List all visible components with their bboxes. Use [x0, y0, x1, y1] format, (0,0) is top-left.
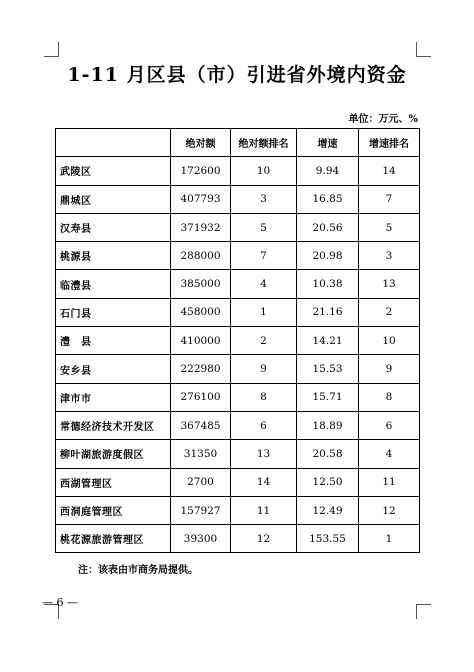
row-growth-cell: 153.55 — [297, 525, 359, 553]
crop-mark-top-left — [44, 42, 59, 57]
row-growth-rank-cell: 5 — [359, 213, 420, 241]
row-amount-cell: 407793 — [171, 185, 231, 213]
row-amount-cell: 367485 — [171, 411, 231, 439]
table-row — [56, 157, 420, 185]
unit-label: 单位：万元、% — [348, 114, 418, 125]
row-growth-rank-cell: 13 — [359, 270, 420, 298]
row-amount-rank-cell: 12 — [231, 525, 297, 553]
crop-mark-bottom-right — [416, 604, 431, 619]
row-amount-cell: 2700 — [171, 468, 231, 496]
row-name-cell: 安乡县 — [56, 355, 171, 383]
row-amount-rank-cell: 6 — [231, 411, 297, 439]
table-row — [56, 242, 420, 270]
row-name-cell: 汉寿县 — [56, 213, 171, 241]
table-row — [56, 327, 420, 355]
row-name-cell: 澧 县 — [56, 327, 171, 355]
header-cell-blank — [56, 129, 171, 157]
header-cell-growth: 增速 — [297, 129, 359, 157]
row-growth-cell: 10.38 — [297, 270, 359, 298]
row-name-cell: 桃花源旅游管理区 — [56, 525, 171, 553]
row-amount-rank-cell: 1 — [231, 298, 297, 326]
row-name-cell: 西湖管理区 — [56, 468, 171, 496]
row-amount-cell: 276100 — [171, 383, 231, 411]
row-growth-cell: 14.21 — [297, 327, 359, 355]
row-growth-cell: 12.49 — [297, 496, 359, 524]
row-growth-rank-cell: 8 — [359, 383, 420, 411]
row-name-cell: 临澧县 — [56, 270, 171, 298]
row-name-cell: 津市市 — [56, 383, 171, 411]
table-row — [56, 270, 420, 298]
row-growth-cell: 12.50 — [297, 468, 359, 496]
table-row — [56, 383, 420, 411]
row-name-cell: 柳叶湖旅游度假区 — [56, 440, 171, 468]
row-growth-cell: 16.85 — [297, 185, 359, 213]
row-amount-rank-cell: 8 — [231, 383, 297, 411]
row-amount-cell: 31350 — [171, 440, 231, 468]
page-number: — 6 — — [42, 596, 78, 609]
row-amount-rank-cell: 2 — [231, 327, 297, 355]
row-amount-rank-cell: 4 — [231, 270, 297, 298]
table-row — [56, 185, 420, 213]
row-growth-cell: 20.98 — [297, 242, 359, 270]
row-growth-cell: 20.56 — [297, 213, 359, 241]
header-cell-amount: 绝对额 — [171, 129, 231, 157]
row-amount-cell: 385000 — [171, 270, 231, 298]
table-row — [56, 213, 420, 241]
row-growth-rank-cell: 14 — [359, 157, 420, 185]
table-note: 注：该表由市商务局提供。 — [78, 565, 198, 576]
row-amount-cell: 410000 — [171, 327, 231, 355]
row-growth-cell: 15.53 — [297, 355, 359, 383]
row-amount-rank-cell: 11 — [231, 496, 297, 524]
row-growth-rank-cell: 4 — [359, 440, 420, 468]
row-growth-cell: 20.58 — [297, 440, 359, 468]
row-amount-rank-cell: 5 — [231, 213, 297, 241]
row-growth-rank-cell: 10 — [359, 327, 420, 355]
row-amount-rank-cell: 13 — [231, 440, 297, 468]
row-growth-rank-cell: 1 — [359, 525, 420, 553]
row-growth-rank-cell: 9 — [359, 355, 420, 383]
row-amount-rank-cell: 14 — [231, 468, 297, 496]
table-row — [56, 411, 420, 439]
crop-mark-top-right — [416, 42, 431, 57]
row-growth-rank-cell: 2 — [359, 298, 420, 326]
row-amount-cell: 288000 — [171, 242, 231, 270]
table-header-row — [56, 129, 420, 157]
row-growth-cell: 15.71 — [297, 383, 359, 411]
table-row — [56, 525, 420, 553]
row-amount-cell: 39300 — [171, 525, 231, 553]
row-growth-cell: 21.16 — [297, 298, 359, 326]
row-amount-cell: 371932 — [171, 213, 231, 241]
table-row — [56, 440, 420, 468]
table-row — [56, 298, 420, 326]
row-amount-cell: 222980 — [171, 355, 231, 383]
table-row — [56, 355, 420, 383]
row-name-cell: 石门县 — [56, 298, 171, 326]
row-growth-rank-cell: 11 — [359, 468, 420, 496]
row-amount-rank-cell: 7 — [231, 242, 297, 270]
row-growth-rank-cell: 12 — [359, 496, 420, 524]
row-growth-rank-cell: 6 — [359, 411, 420, 439]
header-cell-amount-rank: 绝对额排名 — [231, 129, 297, 157]
row-growth-rank-cell: 3 — [359, 242, 420, 270]
table-row — [56, 496, 420, 524]
row-amount-rank-cell: 9 — [231, 355, 297, 383]
row-name-cell: 鼎城区 — [56, 185, 171, 213]
row-growth-cell: 18.89 — [297, 411, 359, 439]
row-amount-cell: 157927 — [171, 496, 231, 524]
row-name-cell: 西洞庭管理区 — [56, 496, 171, 524]
row-amount-cell: 172600 — [171, 157, 231, 185]
row-growth-cell: 9.94 — [297, 157, 359, 185]
row-name-cell: 武陵区 — [56, 157, 171, 185]
header-cell-growth-rank: 增速排名 — [359, 129, 420, 157]
table-row — [56, 468, 420, 496]
row-amount-rank-cell: 3 — [231, 185, 297, 213]
row-growth-rank-cell: 7 — [359, 185, 420, 213]
row-name-cell: 常德经济技术开发区 — [56, 411, 171, 439]
row-name-cell: 桃源县 — [56, 242, 171, 270]
capital-table — [55, 128, 420, 553]
row-amount-rank-cell: 10 — [231, 157, 297, 185]
row-amount-cell: 458000 — [171, 298, 231, 326]
page-title: 1-11 月区县（市）引进省外境内资金 — [67, 64, 407, 86]
